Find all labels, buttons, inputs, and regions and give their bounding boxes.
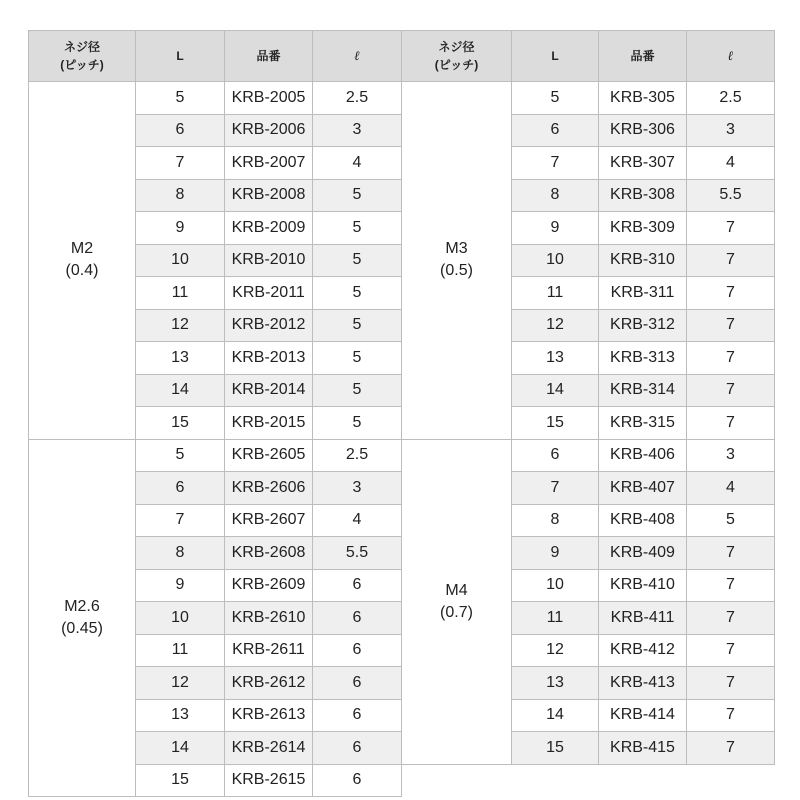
table-row [29, 82, 402, 115]
ell-cell: 5 [313, 407, 402, 440]
thread-pitch: (0.45) [61, 619, 103, 637]
length-cell: 5 [512, 82, 599, 115]
thread-size-cell [29, 82, 136, 440]
ell-cell: 2.5 [313, 82, 402, 115]
ell-cell: 5 [687, 504, 775, 537]
part-number-cell: KRB-2005 [225, 82, 313, 115]
ell-cell: 6 [313, 569, 402, 602]
ell-cell: 5 [313, 179, 402, 212]
ell-cell: 5 [313, 309, 402, 342]
part-number-cell: KRB-2013 [225, 342, 313, 375]
part-number-cell: KRB-2009 [225, 212, 313, 245]
length-cell: 5 [136, 439, 225, 472]
part-number-cell: KRB-2607 [225, 504, 313, 537]
length-cell: 15 [512, 732, 599, 765]
ell-cell: 7 [687, 732, 775, 765]
part-number-cell: KRB-409 [599, 537, 687, 570]
header-part-number: 品番 [225, 31, 313, 82]
header-part-number: 品番 [599, 31, 687, 82]
header-length: L [512, 31, 599, 82]
table-body [29, 82, 402, 797]
header-thread-size [29, 31, 136, 82]
ell-cell: 6 [313, 602, 402, 635]
length-cell: 12 [512, 634, 599, 667]
length-cell: 9 [136, 212, 225, 245]
part-number-cell: KRB-2015 [225, 407, 313, 440]
ell-cell: 3 [687, 114, 775, 147]
ell-cell: 7 [687, 634, 775, 667]
length-cell: 14 [512, 374, 599, 407]
part-number-cell: KRB-307 [599, 147, 687, 180]
table-row [402, 82, 775, 115]
length-cell: 12 [136, 309, 225, 342]
length-cell: 8 [512, 179, 599, 212]
ell-cell: 4 [687, 472, 775, 505]
length-cell: 12 [512, 309, 599, 342]
part-number-cell: KRB-314 [599, 374, 687, 407]
ell-cell: 2.5 [687, 82, 775, 115]
ell-cell: 7 [687, 277, 775, 310]
part-number-cell: KRB-410 [599, 569, 687, 602]
ell-cell: 7 [687, 407, 775, 440]
ell-cell: 7 [687, 569, 775, 602]
part-number-cell: KRB-306 [599, 114, 687, 147]
header-length: L [136, 31, 225, 82]
length-cell: 5 [136, 82, 225, 115]
length-cell: 9 [512, 212, 599, 245]
table-header-row [29, 31, 402, 82]
part-number-cell: KRB-2611 [225, 634, 313, 667]
ell-cell: 5 [313, 212, 402, 245]
thread-size-cell [402, 439, 512, 764]
length-cell: 11 [136, 634, 225, 667]
length-cell: 15 [136, 407, 225, 440]
thread-pitch: (0.4) [65, 262, 99, 280]
ell-cell: 4 [687, 147, 775, 180]
part-number-cell: KRB-2608 [225, 537, 313, 570]
ell-cell: 3 [687, 439, 775, 472]
thread-pitch: (0.5) [440, 262, 473, 280]
length-cell: 7 [512, 472, 599, 505]
ell-cell: 3 [313, 114, 402, 147]
length-cell: 8 [512, 504, 599, 537]
length-cell: 11 [512, 602, 599, 635]
part-number-cell: KRB-415 [599, 732, 687, 765]
length-cell: 6 [512, 114, 599, 147]
ell-cell: 4 [313, 504, 402, 537]
part-number-cell: KRB-2606 [225, 472, 313, 505]
ell-cell: 5.5 [687, 179, 775, 212]
ell-cell: 7 [687, 602, 775, 635]
part-number-cell: KRB-2612 [225, 667, 313, 700]
table-header-row [402, 31, 775, 82]
part-number-cell: KRB-305 [599, 82, 687, 115]
ell-cell: 7 [687, 212, 775, 245]
length-cell: 15 [512, 407, 599, 440]
ell-cell: 5 [313, 244, 402, 277]
ell-cell: 7 [687, 309, 775, 342]
thread-size: M3 [445, 240, 468, 258]
part-number-cell: KRB-312 [599, 309, 687, 342]
ell-cell: 5 [313, 374, 402, 407]
thread-size: M4 [445, 581, 468, 599]
length-cell: 9 [512, 537, 599, 570]
length-cell: 8 [136, 537, 225, 570]
length-cell: 6 [512, 439, 599, 472]
length-cell: 10 [512, 244, 599, 277]
part-number-cell: KRB-2011 [225, 277, 313, 310]
length-cell: 12 [136, 667, 225, 700]
length-cell: 13 [512, 342, 599, 375]
thread-pitch: (0.7) [440, 603, 473, 621]
length-cell: 15 [136, 764, 225, 797]
ell-cell: 7 [687, 537, 775, 570]
header-thread-size [402, 31, 512, 82]
ell-cell: 6 [313, 732, 402, 765]
part-number-cell: KRB-311 [599, 277, 687, 310]
ell-cell: 6 [313, 699, 402, 732]
part-number-cell: KRB-2615 [225, 764, 313, 797]
part-number-cell: KRB-313 [599, 342, 687, 375]
ell-cell: 7 [687, 374, 775, 407]
part-number-cell: KRB-315 [599, 407, 687, 440]
ell-cell: 7 [687, 667, 775, 700]
length-cell: 7 [136, 504, 225, 537]
ell-cell: 6 [313, 667, 402, 700]
length-cell: 13 [512, 667, 599, 700]
length-cell: 11 [136, 277, 225, 310]
thread-size: M2.6 [64, 597, 100, 615]
length-cell: 10 [136, 602, 225, 635]
table-row [402, 439, 775, 472]
ell-cell: 4 [313, 147, 402, 180]
length-cell: 14 [136, 374, 225, 407]
ell-cell: 6 [313, 764, 402, 797]
part-number-cell: KRB-407 [599, 472, 687, 505]
length-cell: 9 [136, 569, 225, 602]
part-number-cell: KRB-309 [599, 212, 687, 245]
header-thread-label: ネジ径 [63, 40, 100, 54]
part-number-cell: KRB-2008 [225, 179, 313, 212]
length-cell: 7 [136, 147, 225, 180]
ell-cell: 5.5 [313, 537, 402, 570]
length-cell: 7 [512, 147, 599, 180]
length-cell: 14 [136, 732, 225, 765]
header-pitch-label: (ピッチ) [60, 58, 104, 72]
ell-cell: 6 [313, 634, 402, 667]
part-number-cell: KRB-308 [599, 179, 687, 212]
part-number-cell: KRB-406 [599, 439, 687, 472]
thread-size-cell [402, 82, 512, 440]
length-cell: 8 [136, 179, 225, 212]
length-cell: 6 [136, 472, 225, 505]
ell-cell: 2.5 [313, 439, 402, 472]
part-number-cell: KRB-412 [599, 634, 687, 667]
length-cell: 6 [136, 114, 225, 147]
part-number-cell: KRB-2010 [225, 244, 313, 277]
part-number-cell: KRB-2610 [225, 602, 313, 635]
part-number-cell: KRB-2007 [225, 147, 313, 180]
ell-cell: 5 [313, 277, 402, 310]
thread-size-cell [29, 439, 136, 797]
part-number-cell: KRB-414 [599, 699, 687, 732]
part-number-cell: KRB-408 [599, 504, 687, 537]
part-number-cell: KRB-2605 [225, 439, 313, 472]
header-thread-label: ネジ径 [438, 40, 475, 54]
length-cell: 13 [136, 342, 225, 375]
ell-cell: 7 [687, 244, 775, 277]
header-pitch-label: (ピッチ) [434, 58, 479, 72]
length-cell: 10 [136, 244, 225, 277]
length-cell: 11 [512, 277, 599, 310]
length-cell: 13 [136, 699, 225, 732]
part-number-cell: KRB-2014 [225, 374, 313, 407]
part-number-cell: KRB-413 [599, 667, 687, 700]
length-cell: 10 [512, 569, 599, 602]
spec-table-right [401, 30, 775, 765]
ell-cell: 3 [313, 472, 402, 505]
table-row [29, 439, 402, 472]
part-number-cell: KRB-2006 [225, 114, 313, 147]
header-ell: ℓ [313, 31, 402, 82]
part-number-cell: KRB-2613 [225, 699, 313, 732]
thread-size: M2 [70, 240, 94, 258]
ell-cell: 5 [313, 342, 402, 375]
ell-cell: 7 [687, 342, 775, 375]
ell-cell: 7 [687, 699, 775, 732]
part-number-cell: KRB-2609 [225, 569, 313, 602]
part-number-cell: KRB-2614 [225, 732, 313, 765]
spec-table-left [28, 30, 402, 797]
table-body [402, 82, 775, 765]
part-number-cell: KRB-2012 [225, 309, 313, 342]
part-number-cell: KRB-411 [599, 602, 687, 635]
length-cell: 14 [512, 699, 599, 732]
part-number-cell: KRB-310 [599, 244, 687, 277]
header-ell: ℓ [687, 31, 775, 82]
